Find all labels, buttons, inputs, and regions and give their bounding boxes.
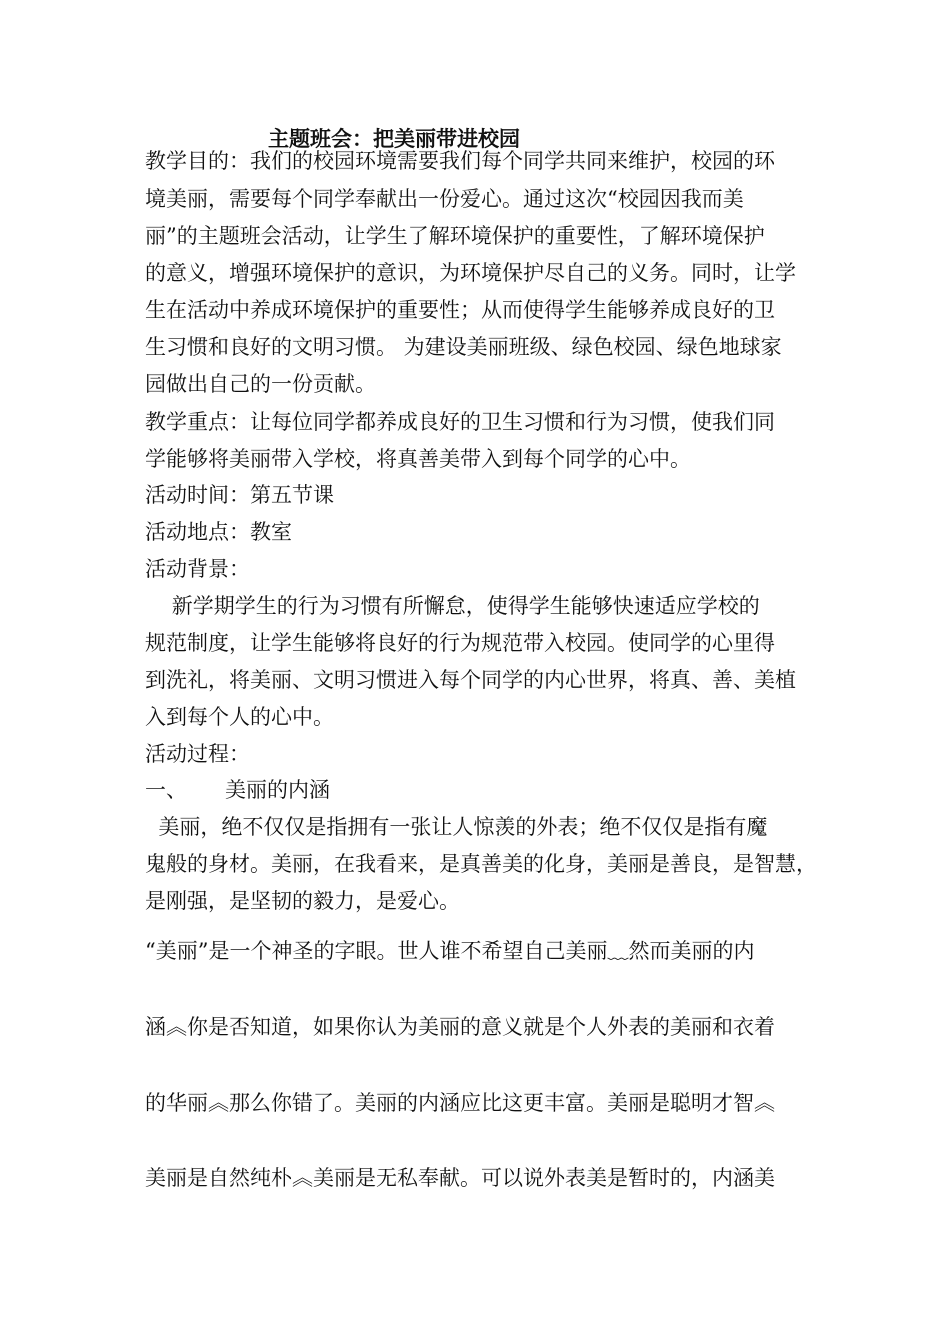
paragraph-line: “美丽”是一个神圣的字眼。世人谁不希望自己美丽﹏然而美丽的内	[145, 939, 755, 963]
section-number: 一、	[145, 778, 187, 802]
paragraph-line: 美丽，绝不仅仅是指拥有一张让人惊羡的外表；绝不仅仅是指有魔	[145, 815, 768, 839]
paragraph-line: 涵︽你是否知道，如果你认为美丽的意义就是个人外表的美丽和衣着	[145, 1015, 775, 1039]
paragraph-line: 到洗礼，将美丽、文明习惯进入每个同学的内心世界，将真、善、美植	[145, 668, 796, 692]
paragraph-line: 生在活动中养成环境保护的重要性；从而使得学生能够养成良好的卫	[145, 298, 775, 322]
paragraph-line: 的意义，增强环境保护的意识，为环境保护尽自己的义务。同时，让学	[145, 261, 796, 285]
paragraph-line: 活动地点：教室	[145, 520, 292, 544]
paragraph-line: 园做出自己的一份贡献。	[145, 372, 376, 396]
paragraph-line: 教学目的：我们的校园环境需要我们每个同学共同来维护，校园的环	[145, 149, 775, 173]
paragraph-line: 新学期学生的行为习惯有所懈怠，使得学生能够快速适应学校的	[145, 594, 760, 618]
paragraph-line: 丽”的主题班会活动，让学生了解环境保护的重要性，了解环境保护	[145, 224, 765, 248]
paragraph-line: 美丽是自然纯朴︽美丽是无私奉献。可以说外表美是暂时的，内涵美	[145, 1166, 775, 1190]
paragraph-line: 教学重点：让每位同学都养成良好的卫生习惯和行为习惯，使我们同	[145, 410, 775, 434]
paragraph-line: 是刚强，是坚韧的毅力，是爱心。	[145, 889, 460, 913]
document-title: 主题班会：把美丽带进校园	[268, 126, 520, 151]
paragraph-line: 活动过程：	[145, 742, 250, 766]
section-heading	[145, 775, 835, 805]
paragraph-line: 的华丽︽那么你错了。美丽的内涵应比这更丰富。美丽是聪明才智︽	[145, 1091, 775, 1115]
section-heading-text: 美丽的内涵	[225, 778, 330, 802]
paragraph-line: 入到每个人的心中。	[145, 705, 334, 729]
paragraph-line: 生习惯和良好的文明习惯。 为建设美丽班级、绿色校园、绿色地球家	[145, 335, 782, 359]
paragraph-line: 活动背景：	[145, 557, 250, 581]
paragraph-line: 规范制度，让学生能够将良好的行为规范带入校园。使同学的心里得	[145, 631, 775, 655]
paragraph-line: 活动时间：第五节课	[145, 483, 334, 507]
paragraph-line: 学能够将美丽带入学校，将真善美带入到每个同学的心中。	[145, 447, 691, 471]
paragraph-line: 鬼般的身材。美丽，在我看来，是真善美的化身，美丽是善良，是智慧，	[145, 852, 817, 876]
paragraph-line: 境美丽，需要每个同学奉献出一份爱心。通过这次“校园因我而美	[145, 187, 744, 211]
